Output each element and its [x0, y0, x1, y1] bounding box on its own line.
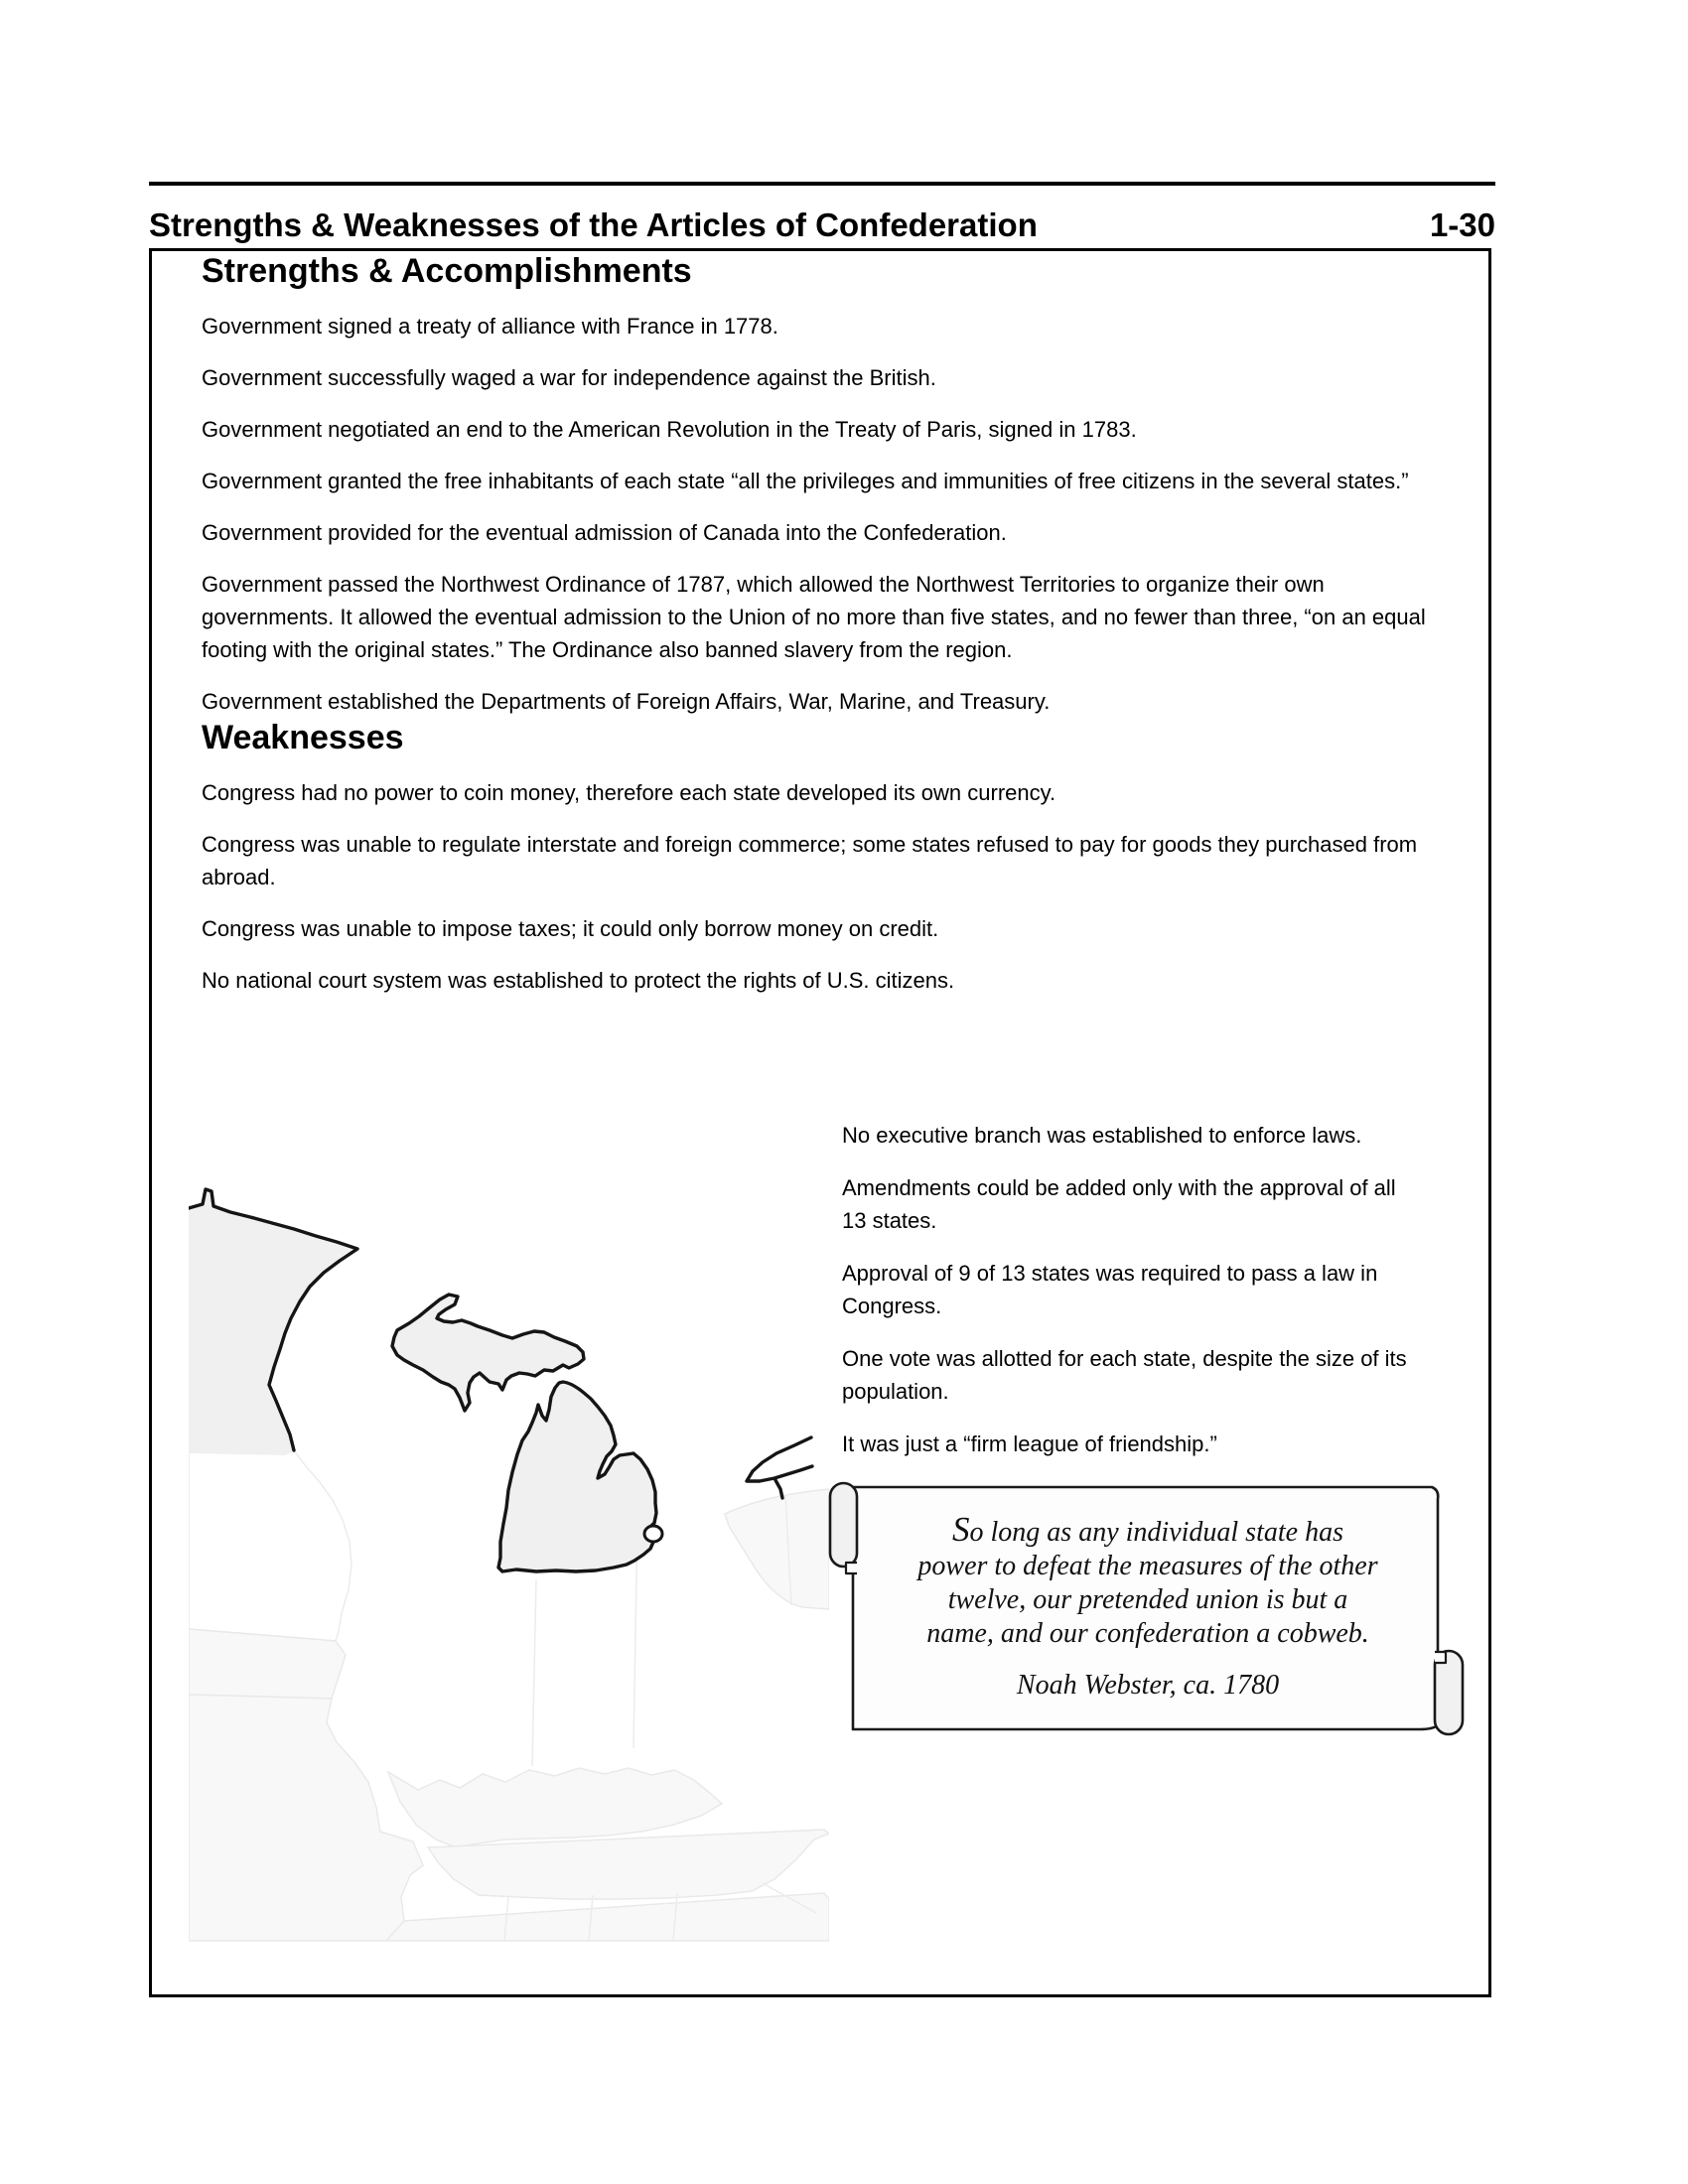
header-rule [149, 182, 1495, 186]
minnesota-shape [189, 1189, 357, 1454]
main-text-column [202, 251, 1428, 997]
strengths-item: Government granted the free inhabitants of each state “all the privileges and immunities of free citizens in the several states.” [202, 469, 1409, 493]
page-header [149, 195, 1495, 244]
strengths-item: Government negotiated an end to the American Revolution in the Treaty of Paris, signed in 1783. [202, 417, 1137, 442]
content-box [149, 248, 1491, 1997]
michigan-lower-peninsula [498, 1382, 656, 1571]
weaknesses-heading: Weaknesses [202, 719, 404, 756]
weakness-item: Amendments could be added only with the approval of all 13 states. [842, 1175, 1396, 1233]
weakness-item: No national court system was established to protect the rights of U.S. citizens. [202, 968, 955, 993]
page-title: Strengths & Weaknesses of the Articles of Confederation [149, 206, 1038, 243]
strengths-item: Government established the Departments of Foreign Affairs, War, Marine, and Treasury. [202, 689, 1051, 714]
quote-attribution: Noah Webster, ca. 1780 [1016, 1670, 1280, 1701]
wisconsin-shape [189, 1450, 352, 1641]
iowa-shape [189, 1629, 346, 1699]
quote-line: So long as any individual state has [952, 1510, 1343, 1549]
webster-quote [884, 1510, 1412, 1703]
quote-line: power to defeat the measures of the other [917, 1551, 1378, 1581]
weakness-item: No executive branch was established to enforce laws. [842, 1123, 1362, 1148]
quote-line: twelve, our pretended union is but a [947, 1584, 1348, 1615]
scroll-left-roll [830, 1483, 857, 1567]
quote-scroll [826, 1477, 1472, 1765]
weaknesses-right-column [842, 1119, 1418, 1480]
strengths-heading: Strengths & Accomplishments [202, 252, 692, 290]
quote-line: name, and our confederation a cobweb. [926, 1618, 1369, 1649]
weakness-item: Approval of 9 of 13 states was required to pass a law in Congress. [842, 1261, 1378, 1318]
great-lakes-map [189, 1184, 829, 1944]
weakness-item: Congress had no power to coin money, therefore each state developed its own currency. [202, 780, 1056, 805]
pennsylvania-shape [725, 1489, 829, 1609]
weakness-item: One vote was allotted for each state, despite the size of its population. [842, 1346, 1407, 1404]
southern-states-band [386, 1893, 829, 1941]
lake-erie-shoreline [747, 1437, 812, 1481]
strengths-item: Government signed a treaty of alliance with France in 1778. [202, 314, 778, 339]
lake-st-clair-blob [644, 1526, 662, 1542]
weakness-item: It was just a “firm league of friendship.” [842, 1432, 1217, 1456]
kentucky-shape [388, 1768, 722, 1847]
scroll-right-fold [1435, 1652, 1446, 1663]
lake-erie-shoreline-tail [775, 1480, 782, 1498]
strengths-item: Government successfully waged a war for independence against the British. [202, 365, 936, 390]
strengths-item: Government provided for the eventual admission of Canada into the Confederation. [202, 520, 1007, 545]
scroll-left-fold [846, 1563, 857, 1573]
strengths-item: Government passed the Northwest Ordinance of 1787, which allowed the Northwest Territories to organize their own governments. It allowed the eventual admission to the Union of no more than five states, and no fewer than three, “on an equal footing with the original states.” The Ordinance also banned slavery from the region. [202, 572, 1426, 662]
page-number: 1-30 [1429, 206, 1495, 243]
weakness-item: Congress was unable to impose taxes; it could only borrow money on credit. [202, 916, 939, 941]
weakness-item: Congress was unable to regulate interstate and foreign commerce; some states refused to pay for goods they purchased from abroad. [202, 832, 1418, 889]
missouri-shape [189, 1695, 423, 1941]
